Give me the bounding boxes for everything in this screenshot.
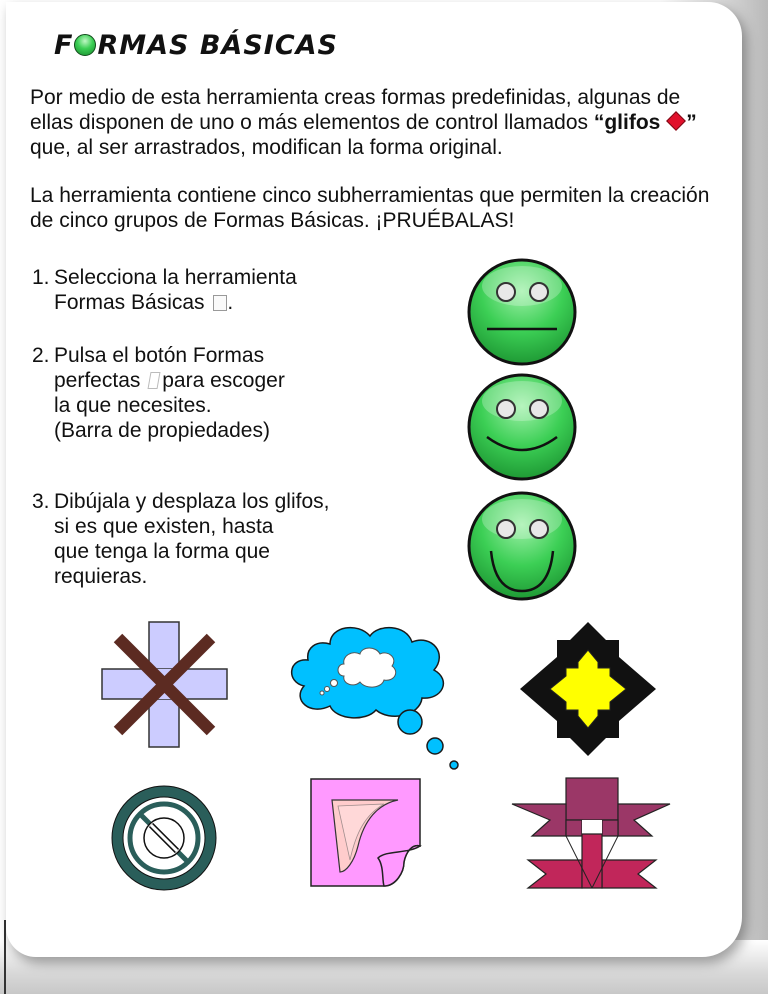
intro-paragraph: [30, 85, 720, 160]
step-2-line-1: Pulsa el botón Formas: [54, 344, 265, 367]
step-number: 2.: [32, 344, 50, 367]
thought-cloud-icon: [286, 620, 464, 772]
title-rest: RMAS BÁSICAS: [97, 30, 338, 61]
perfect-shapes-icon: [148, 372, 161, 389]
step-3: [32, 489, 329, 589]
step-1-line-1: Selecciona la herramienta: [54, 266, 297, 289]
step-3-line-2: si es que existen, hasta: [54, 515, 274, 538]
subtools-paragraph: La herramienta contiene cinco subherramientas que permiten la creación de cinco grupos de Formas Básicas. ¡PRUÉBALAS!: [30, 184, 710, 232]
basic-shapes-tool-icon: [213, 295, 227, 311]
step-3-line-3: que tenga la forma que: [54, 540, 270, 563]
title-letter-f: F: [54, 30, 74, 61]
folded-note-icon: [308, 776, 424, 890]
step-3-line-1: Dibújala y desplaza los glifos,: [54, 490, 330, 513]
slight-smile-face-icon: [465, 371, 579, 483]
page-title: [54, 30, 338, 61]
step-number: 3.: [32, 490, 50, 513]
step-1-line-2: Formas Básicas .: [54, 291, 234, 314]
no-symbol-ring-icon: [106, 780, 222, 896]
red-diamond-glyph-icon: [666, 111, 686, 131]
intro-text-1: Por medio de esta herramienta creas formas predefinidas, algunas de ellas disponen de uno o más elementos de control llamados: [30, 86, 681, 134]
star-badge-shape-icon: [518, 620, 658, 758]
neutral-face-icon: [465, 256, 579, 368]
step-number: 1.: [32, 266, 50, 289]
step-2-line-4: (Barra de propiedades): [54, 419, 270, 442]
step-3-line-4: requieras.: [54, 565, 148, 588]
glifos-term: “glifos ”: [593, 111, 697, 134]
intro-text-2: que, al ser arrastrados, modifican la forma original.: [30, 136, 503, 159]
green-ball-icon: [74, 34, 96, 56]
big-smile-face-icon: [465, 489, 579, 603]
step-2: [32, 343, 285, 443]
ribbon-banner-icon: [510, 776, 672, 892]
step-2-line-3: la que necesites.: [54, 394, 212, 417]
cross-x-shape-icon: [100, 620, 230, 750]
step-1: [32, 265, 297, 315]
step-2-line-2: perfectas para escoger: [54, 369, 285, 392]
